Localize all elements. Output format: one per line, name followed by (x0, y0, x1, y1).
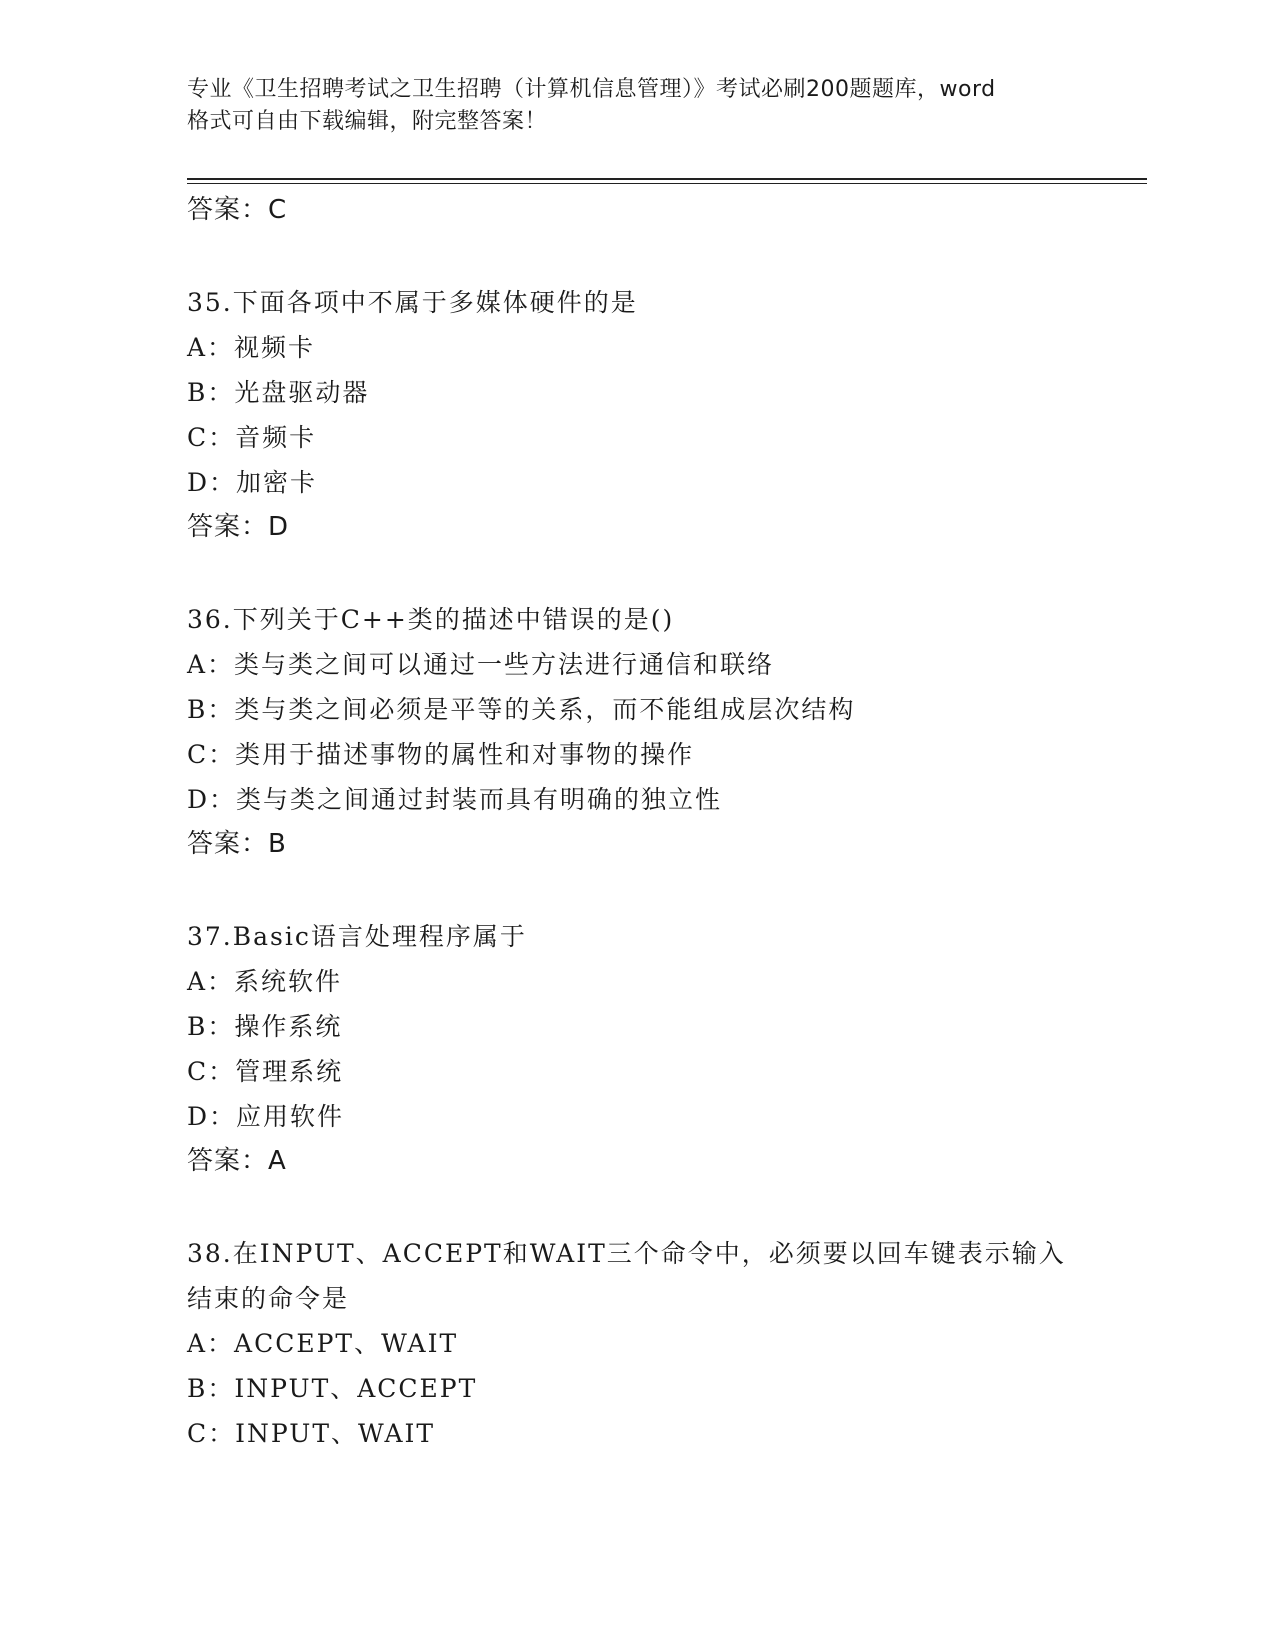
header-line-2: 格式可自由下载编辑，附完整答案！ (187, 109, 548, 134)
question-38 (187, 1231, 1087, 1456)
question-stem: 36.下列关于C++类的描述中错误的是() (187, 605, 675, 634)
previous-answer: 答案：C (187, 195, 288, 225)
question-stem: 37.Basic语言处理程序属于 (187, 922, 527, 951)
question-35 (187, 280, 1087, 550)
document-header (187, 74, 1087, 138)
spacer (187, 1184, 1087, 1231)
option-b: B：INPUT、ACCEPT (187, 1374, 478, 1403)
option-d: D：应用软件 (187, 1102, 345, 1131)
answer: 答案：A (187, 1146, 287, 1176)
question-37 (187, 914, 1087, 1184)
question-36 (187, 597, 1087, 867)
option-d: D：类与类之间通过封装而具有明确的独立性 (187, 785, 723, 814)
option-d: D：加密卡 (187, 468, 318, 497)
answer: 答案：B (187, 829, 287, 859)
header-divider-thin (187, 183, 1147, 184)
answer: 答案：D (187, 512, 290, 542)
option-b: B：操作系统 (187, 1012, 343, 1041)
option-a: A：系统软件 (187, 967, 343, 996)
header-line-1: 专业《卫生招聘考试之卫生招聘（计算机信息管理）》考试必刷200题题库，word (187, 77, 996, 102)
option-a: A：ACCEPT、WAIT (187, 1329, 459, 1358)
option-a: A：类与类之间可以通过一些方法进行通信和联络 (187, 650, 775, 679)
option-c: C：INPUT、WAIT (187, 1419, 436, 1448)
question-stem-line-1: 38.在INPUT、ACCEPT和WAIT三个命令中，必须要以回车键表示输入 (187, 1239, 1066, 1268)
question-stem: 35.下面各项中不属于多媒体硬件的是 (187, 288, 638, 317)
spacer (187, 233, 1087, 280)
option-a: A：视频卡 (187, 333, 316, 362)
spacer (187, 550, 1087, 597)
question-stem-line-2: 结束的命令是 (187, 1284, 350, 1313)
option-b: B：类与类之间必须是平等的关系，而不能组成层次结构 (187, 695, 856, 724)
option-c: C：管理系统 (187, 1057, 344, 1086)
option-c: C：音频卡 (187, 423, 317, 452)
question-list (187, 188, 1087, 1456)
header-divider (187, 178, 1147, 180)
spacer (187, 867, 1087, 914)
option-c: C：类用于描述事物的属性和对事物的操作 (187, 740, 695, 769)
option-b: B：光盘驱动器 (187, 378, 370, 407)
